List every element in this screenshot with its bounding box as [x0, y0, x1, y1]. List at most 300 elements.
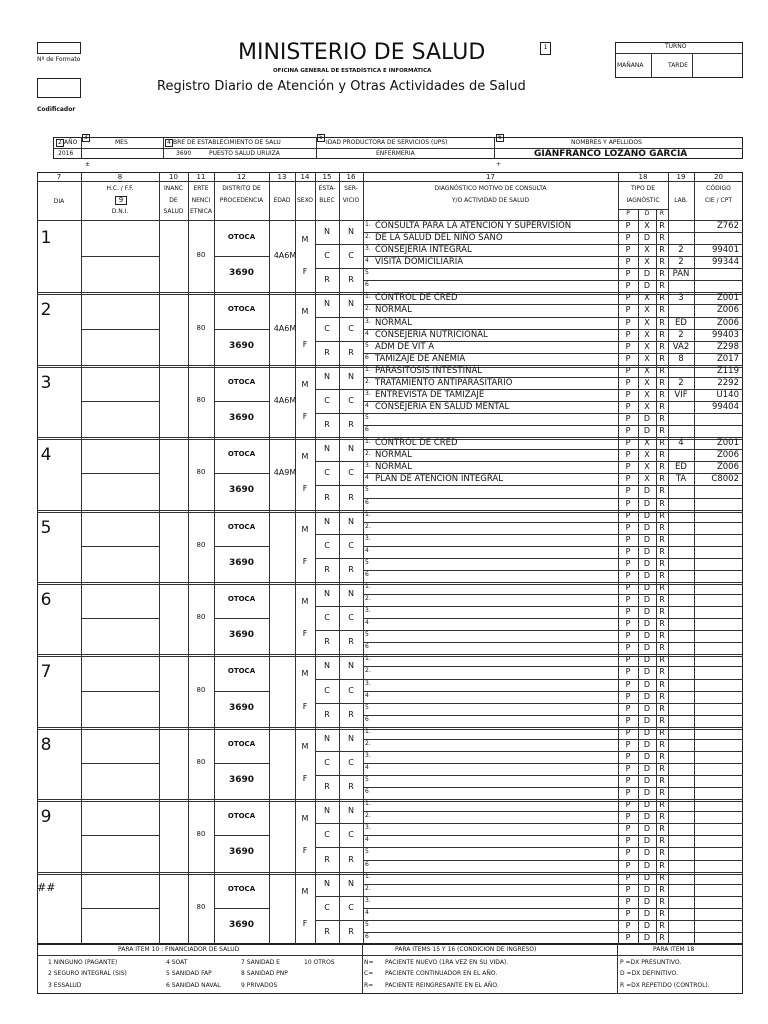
dx-type-p[interactable]: P [625, 245, 631, 255]
dx-text[interactable]: PARASITOSIS INTESTINAL [375, 365, 482, 376]
dx-text[interactable]: NORMAL [375, 450, 412, 461]
dx-type-p[interactable]: P [625, 872, 631, 882]
dx-text[interactable]: NORMAL [375, 317, 412, 328]
establecimiento-condicion[interactable]: R [324, 782, 330, 792]
servicio-condicion[interactable]: C [348, 540, 354, 550]
sexo-m[interactable]: M [301, 741, 309, 751]
edad-value[interactable]: 4A9M [273, 468, 297, 478]
establecimiento-condicion[interactable]: N [324, 589, 330, 599]
dx-text[interactable]: NORMAL [375, 462, 412, 473]
cie-code[interactable]: Z119 [716, 365, 739, 376]
servicio-condicion[interactable]: C [348, 396, 354, 405]
dx-type-p[interactable]: P [625, 389, 631, 399]
sexo-m[interactable]: M [301, 307, 309, 317]
dx-type-r[interactable]: R [659, 812, 665, 822]
cie-code[interactable]: Z006 [716, 305, 739, 316]
establecimiento-condicion[interactable]: N [324, 661, 330, 671]
establecimiento-condicion[interactable]: R [324, 492, 330, 502]
dx-type-p[interactable]: P [625, 776, 631, 786]
servicio-condicion[interactable]: C [348, 902, 354, 912]
dx-type-d[interactable]: D [643, 812, 651, 822]
establecimiento-condicion[interactable]: C [324, 540, 330, 550]
lab-value[interactable]: PAN [672, 269, 690, 280]
distrito-code[interactable]: 3690 [228, 702, 255, 713]
dx-type-p[interactable]: P [625, 824, 631, 834]
pertenencia-value[interactable]: 80 [196, 830, 206, 839]
dx-type-r[interactable]: R [659, 776, 665, 786]
dx-type-r[interactable]: R [659, 522, 665, 532]
servicio-condicion[interactable]: N [348, 733, 354, 743]
dx-type-p[interactable]: P [625, 570, 631, 580]
distrito-code[interactable]: 3690 [228, 919, 255, 930]
dx-type-d[interactable]: D [643, 764, 651, 773]
establecimiento-condicion[interactable]: C [324, 613, 330, 623]
dx-type-d[interactable]: X [644, 293, 650, 303]
pertenencia-value[interactable]: 80 [196, 396, 206, 404]
establecimiento-condicion[interactable]: C [324, 902, 330, 912]
lab-value[interactable]: 2 [678, 329, 684, 340]
dx-type-p[interactable]: P [625, 607, 631, 617]
dx-type-d[interactable]: D [643, 655, 651, 665]
dx-text[interactable]: ENTREVISTA DE TAMIZAJE [375, 389, 485, 400]
dx-type-d[interactable]: D [643, 727, 651, 737]
dx-type-d[interactable]: D [643, 715, 651, 725]
dx-type-p[interactable]: P [625, 655, 631, 665]
tarde-label[interactable]: TARDE [668, 62, 688, 69]
pertenencia-value[interactable]: 80 [196, 468, 206, 477]
dx-type-p[interactable]: P [625, 305, 631, 315]
dx-text[interactable]: CONSULTA PARA LA ATENCION Y SUPERVISION [375, 221, 572, 231]
dx-type-d[interactable]: D [643, 269, 651, 279]
codificador-box[interactable] [37, 78, 81, 98]
pertenencia-value[interactable]: 80 [196, 251, 206, 260]
dx-type-r[interactable]: R [659, 281, 665, 291]
sexo-f[interactable]: F [302, 774, 308, 783]
dx-type-d[interactable]: D [643, 679, 651, 689]
dx-type-r[interactable]: R [659, 655, 665, 665]
dx-type-d[interactable]: D [643, 607, 651, 617]
edad-value[interactable]: 4A6M [273, 251, 297, 261]
dx-type-d[interactable]: X [644, 317, 650, 327]
pertenencia-value[interactable]: 80 [196, 685, 206, 694]
establecimiento-condicion[interactable]: R [324, 564, 330, 574]
dx-type-r[interactable]: R [659, 824, 665, 834]
dx-type-d[interactable]: D [643, 848, 651, 858]
dx-type-d[interactable]: X [644, 221, 650, 230]
cie-code[interactable]: Z017 [716, 353, 739, 364]
dx-text[interactable]: DE LA SALUD DEL NIÑO SANO [375, 233, 503, 244]
dx-type-r[interactable]: R [659, 631, 665, 641]
dx-type-p[interactable]: P [625, 751, 631, 761]
servicio-condicion[interactable]: R [348, 854, 354, 864]
sexo-m[interactable]: M [301, 524, 309, 534]
sexo-m[interactable]: M [301, 379, 309, 389]
distrito-code[interactable]: 3690 [228, 557, 255, 568]
dx-type-r[interactable]: R [659, 751, 665, 761]
dx-type-d[interactable]: D [643, 498, 651, 508]
dx-type-r[interactable]: R [659, 486, 665, 496]
dx-type-r[interactable]: R [659, 836, 665, 846]
establecimiento-condicion[interactable]: R [324, 420, 330, 430]
dx-type-d[interactable]: D [643, 836, 651, 846]
dx-type-p[interactable]: P [625, 667, 631, 677]
establecimiento-condicion[interactable]: N [324, 299, 330, 309]
servicio-condicion[interactable]: N [348, 227, 354, 237]
dx-type-r[interactable]: R [659, 365, 665, 375]
dx-type-r[interactable]: R [659, 510, 665, 520]
dx-type-p[interactable]: P [625, 353, 631, 363]
dx-type-r[interactable]: R [659, 305, 665, 315]
dx-type-p[interactable]: P [625, 715, 631, 725]
dx-type-d[interactable]: X [644, 245, 650, 255]
servicio-condicion[interactable]: R [348, 926, 354, 936]
dx-type-d[interactable]: X [644, 305, 650, 315]
sexo-f[interactable]: F [302, 918, 308, 928]
dx-type-d[interactable]: D [643, 534, 651, 544]
dx-type-d[interactable]: X [644, 389, 650, 399]
lab-value[interactable]: TA [675, 474, 687, 485]
servicio-condicion[interactable]: C [348, 613, 354, 623]
establecimiento-condicion[interactable]: C [324, 758, 330, 767]
servicio-condicion[interactable]: C [348, 323, 354, 333]
dx-type-d[interactable]: D [643, 691, 651, 701]
dx-type-d[interactable]: D [643, 558, 651, 568]
dx-type-p[interactable]: P [625, 595, 631, 605]
dx-type-p[interactable]: P [625, 631, 631, 641]
pertenencia-value[interactable]: 80 [196, 540, 206, 549]
dx-type-r[interactable]: R [659, 872, 665, 882]
distrito-code[interactable]: 3690 [228, 268, 255, 279]
dx-type-d[interactable]: D [643, 751, 651, 761]
dx-type-d[interactable]: D [643, 233, 651, 243]
dx-type-r[interactable]: R [659, 414, 665, 424]
servicio-condicion[interactable]: N [348, 371, 354, 381]
dx-type-p[interactable]: P [625, 317, 631, 327]
dx-text[interactable]: CONTROL DE CRED [375, 293, 458, 304]
servicio-condicion[interactable]: R [348, 347, 354, 357]
servicio-condicion[interactable]: C [348, 830, 354, 840]
dx-type-r[interactable]: R [659, 558, 665, 568]
dx-type-r[interactable]: R [659, 257, 665, 267]
dx-type-r[interactable]: R [659, 498, 665, 508]
distrito-name[interactable]: OTOCA [227, 522, 256, 531]
establecimiento-condicion[interactable]: R [324, 854, 330, 864]
dx-type-p[interactable]: P [625, 510, 631, 520]
dx-type-r[interactable]: R [659, 619, 665, 629]
establecimiento-condicion[interactable]: N [324, 371, 330, 381]
distrito-code[interactable]: 3690 [228, 340, 255, 351]
dx-type-p[interactable]: P [625, 703, 631, 713]
dx-type-d[interactable]: D [643, 414, 651, 424]
dx-type-d[interactable]: D [643, 643, 651, 653]
dx-text[interactable]: TRATAMIENTO ANTIPARASITARIO [375, 377, 513, 388]
dx-type-p[interactable]: P [625, 643, 631, 653]
dx-type-r[interactable]: R [659, 341, 665, 351]
dx-type-r[interactable]: R [659, 788, 665, 798]
lab-value[interactable]: 8 [678, 353, 684, 364]
lab-value[interactable]: VA2 [672, 341, 690, 352]
cie-code[interactable]: 2292 [717, 377, 739, 388]
cie-code[interactable]: 99344 [711, 257, 739, 268]
dx-type-d[interactable]: D [643, 619, 651, 629]
dx-type-r[interactable]: R [659, 764, 665, 773]
distrito-name[interactable]: OTOCA [227, 233, 256, 241]
dx-type-d[interactable]: D [643, 486, 651, 496]
dx-type-d[interactable]: D [643, 667, 651, 677]
cie-code[interactable]: Z006 [716, 450, 739, 461]
dx-type-r[interactable]: R [659, 896, 665, 906]
ano-value[interactable]: 2016 [58, 150, 74, 157]
dx-type-d[interactable]: X [644, 450, 650, 460]
distrito-name[interactable]: OTOCA [227, 305, 256, 314]
dx-type-p[interactable]: P [625, 848, 631, 858]
dx-type-p[interactable]: P [625, 546, 631, 556]
establecimiento-condicion[interactable]: N [324, 444, 330, 454]
lab-value[interactable]: 2 [678, 377, 684, 388]
dx-text[interactable]: ADM DE VIT A [375, 341, 435, 352]
dx-type-r[interactable]: R [659, 884, 665, 894]
dx-type-p[interactable]: P [625, 269, 631, 279]
dx-type-p[interactable]: P [625, 450, 631, 460]
dx-type-r[interactable]: R [659, 715, 665, 725]
distrito-name[interactable]: OTOCA [227, 377, 256, 386]
dx-type-p[interactable]: P [625, 426, 631, 436]
lab-value[interactable]: 2 [678, 245, 684, 256]
servicio-condicion[interactable]: R [348, 564, 354, 574]
dx-type-r[interactable]: R [659, 474, 665, 484]
dx-type-p[interactable]: P [625, 812, 631, 822]
dx-type-p[interactable]: P [625, 329, 631, 339]
servicio-condicion[interactable]: N [348, 589, 354, 599]
dx-type-d[interactable]: D [643, 510, 651, 520]
dx-type-r[interactable]: R [659, 353, 665, 363]
distrito-name[interactable]: OTOCA [227, 450, 256, 459]
dx-type-r[interactable]: R [659, 546, 665, 556]
cie-code[interactable]: Z006 [716, 462, 739, 473]
dx-type-d[interactable]: D [643, 824, 651, 834]
dx-type-r[interactable]: R [659, 848, 665, 858]
sexo-f[interactable]: F [302, 412, 308, 421]
dx-type-p[interactable]: P [625, 679, 631, 689]
dx-type-p[interactable]: P [625, 341, 631, 351]
cie-code[interactable]: Z298 [716, 341, 739, 352]
dx-type-r[interactable]: R [659, 595, 665, 605]
pertenencia-value[interactable]: 80 [196, 323, 206, 332]
sexo-m[interactable]: M [301, 669, 309, 679]
dx-type-d[interactable]: D [643, 908, 651, 918]
dx-type-p[interactable]: P [625, 727, 631, 737]
distrito-name[interactable]: OTOCA [227, 667, 256, 676]
servicio-condicion[interactable]: R [348, 637, 354, 647]
dx-type-r[interactable]: R [659, 679, 665, 689]
distrito-name[interactable]: OTOCA [227, 739, 256, 748]
dx-type-r[interactable]: R [659, 920, 665, 930]
dx-type-r[interactable]: R [659, 667, 665, 677]
dx-type-d[interactable]: D [643, 281, 651, 291]
dx-type-d[interactable]: D [643, 546, 651, 556]
dx-type-p[interactable]: P [625, 522, 631, 532]
dx-type-r[interactable]: R [659, 233, 665, 243]
dx-type-p[interactable]: P [625, 739, 631, 749]
dx-type-r[interactable]: R [659, 245, 665, 255]
dx-type-d[interactable]: D [643, 788, 651, 798]
servicio-condicion[interactable]: N [348, 299, 354, 309]
establecimiento-condicion[interactable]: R [324, 709, 330, 719]
servicio-condicion[interactable]: C [348, 758, 354, 767]
distrito-name[interactable]: OTOCA [227, 595, 256, 603]
dx-type-p[interactable]: P [625, 221, 631, 230]
dx-type-r[interactable]: R [659, 389, 665, 399]
distrito-code[interactable]: 3690 [228, 630, 255, 641]
cie-code[interactable]: Z001 [716, 438, 739, 449]
dx-type-r[interactable]: R [659, 221, 665, 230]
distrito-code[interactable]: 3690 [228, 413, 255, 423]
estab-name[interactable]: PUESTO SALUD URUIZA [209, 150, 280, 157]
sexo-m[interactable]: M [301, 452, 309, 462]
sexo-m[interactable]: M [301, 886, 309, 896]
cie-code[interactable]: Z001 [716, 293, 739, 304]
dx-type-p[interactable]: P [625, 788, 631, 798]
dx-text[interactable]: VISITA DOMICILIARIA [375, 257, 464, 268]
cie-code[interactable]: Z762 [716, 221, 739, 231]
establecimiento-condicion[interactable]: C [324, 396, 330, 405]
dx-type-d[interactable]: X [644, 353, 650, 363]
nombres-value[interactable]: GIANFRANCO LOZANO GARCIA [534, 149, 688, 159]
dx-type-d[interactable]: D [643, 860, 651, 870]
servicio-condicion[interactable]: N [348, 661, 354, 671]
dx-type-d[interactable]: X [644, 438, 650, 448]
dx-type-r[interactable]: R [659, 269, 665, 279]
dx-type-d[interactable]: D [643, 522, 651, 532]
establecimiento-condicion[interactable]: R [324, 275, 330, 285]
sexo-m[interactable]: M [301, 235, 309, 244]
pertenencia-value[interactable]: 80 [196, 902, 206, 911]
servicio-condicion[interactable]: R [348, 275, 354, 285]
dx-type-p[interactable]: P [625, 402, 631, 411]
dx-type-r[interactable]: R [659, 583, 665, 592]
distrito-name[interactable]: OTOCA [227, 812, 256, 821]
servicio-condicion[interactable]: R [348, 420, 354, 430]
dx-type-r[interactable]: R [659, 377, 665, 387]
dx-type-d[interactable]: D [643, 703, 651, 713]
dx-type-d[interactable]: D [643, 800, 651, 810]
dx-type-d[interactable]: D [643, 872, 651, 882]
dx-type-p[interactable]: P [625, 293, 631, 303]
establecimiento-condicion[interactable]: N [324, 227, 330, 237]
dx-type-d[interactable]: X [644, 377, 650, 387]
dx-text[interactable]: CONSEJERIA NUTRICIONAL [375, 329, 488, 340]
pertenencia-value[interactable]: 80 [196, 613, 206, 622]
establecimiento-condicion[interactable]: R [324, 347, 330, 357]
dx-type-r[interactable]: R [659, 534, 665, 544]
dx-type-r[interactable]: R [659, 607, 665, 617]
dx-type-r[interactable]: R [659, 317, 665, 327]
dx-type-p[interactable]: P [625, 462, 631, 472]
dx-text[interactable]: PLAN DE ATENCION INTEGRAL [375, 474, 503, 485]
dx-type-p[interactable]: P [625, 474, 631, 484]
cie-code[interactable]: C8002 [711, 474, 739, 485]
establecimiento-condicion[interactable]: C [324, 830, 330, 840]
dx-type-p[interactable]: P [625, 257, 631, 267]
dx-type-d[interactable]: D [643, 739, 651, 749]
dx-type-r[interactable]: R [659, 329, 665, 339]
distrito-code[interactable]: 3690 [228, 847, 255, 858]
dx-type-p[interactable]: P [625, 281, 631, 291]
dx-type-r[interactable]: R [659, 932, 665, 942]
servicio-condicion[interactable]: N [348, 444, 354, 454]
dx-type-p[interactable]: P [625, 377, 631, 387]
dx-type-p[interactable]: P [625, 498, 631, 508]
dx-type-r[interactable]: R [659, 800, 665, 810]
servicio-condicion[interactable]: N [348, 806, 354, 816]
dx-type-p[interactable]: P [625, 908, 631, 918]
servicio-condicion[interactable]: C [348, 468, 354, 478]
servicio-condicion[interactable]: R [348, 782, 354, 792]
establecimiento-condicion[interactable]: C [324, 685, 330, 695]
establecimiento-condicion[interactable]: R [324, 926, 330, 936]
dx-type-d[interactable]: X [644, 257, 650, 267]
dx-type-p[interactable]: P [625, 691, 631, 701]
dx-type-r[interactable]: R [659, 438, 665, 448]
dx-type-p[interactable]: P [625, 860, 631, 870]
dx-type-p[interactable]: P [625, 414, 631, 424]
pertenencia-value[interactable]: 80 [196, 758, 206, 766]
dx-type-p[interactable]: P [625, 486, 631, 496]
servicio-condicion[interactable]: N [348, 516, 354, 526]
dx-text[interactable]: CONSEJERIA INTEGRAL [375, 245, 472, 256]
establecimiento-condicion[interactable]: N [324, 878, 330, 888]
dx-type-d[interactable]: D [643, 570, 651, 580]
servicio-condicion[interactable]: R [348, 492, 354, 502]
dx-type-r[interactable]: R [659, 570, 665, 580]
dx-type-p[interactable]: P [625, 619, 631, 629]
dx-type-p[interactable]: P [625, 836, 631, 846]
dx-type-d[interactable]: D [643, 426, 651, 436]
cie-code[interactable]: 99403 [711, 329, 739, 340]
dx-type-d[interactable]: D [643, 595, 651, 605]
distrito-code[interactable]: 3690 [228, 775, 255, 785]
dx-type-d[interactable]: D [643, 631, 651, 641]
dx-type-d[interactable]: D [643, 884, 651, 894]
dx-type-d[interactable]: D [643, 776, 651, 786]
dx-type-r[interactable]: R [659, 293, 665, 303]
cie-code[interactable]: Z006 [716, 317, 739, 328]
dx-type-r[interactable]: R [659, 727, 665, 737]
establecimiento-condicion[interactable]: N [324, 733, 330, 743]
dx-text[interactable]: TAMIZAJE DE ANEMIA [375, 353, 466, 364]
dx-type-p[interactable]: P [625, 932, 631, 942]
establecimiento-condicion[interactable]: R [324, 637, 330, 647]
lab-value[interactable]: ED [675, 462, 687, 473]
servicio-condicion[interactable]: R [348, 709, 354, 719]
dx-type-r[interactable]: R [659, 860, 665, 870]
dx-type-p[interactable]: P [625, 233, 631, 243]
dx-type-r[interactable]: R [659, 450, 665, 460]
manana-label[interactable]: MAÑANA [617, 62, 644, 69]
formato-box[interactable] [37, 42, 81, 54]
dx-type-r[interactable]: R [659, 402, 665, 411]
dx-type-p[interactable]: P [625, 764, 631, 773]
dx-text[interactable]: CONSEJERIA EN SALUD MENTAL [375, 402, 510, 412]
dx-type-d[interactable]: D [643, 583, 651, 592]
lab-value[interactable]: 4 [678, 438, 684, 449]
cie-code[interactable]: U140 [716, 389, 739, 400]
sexo-f[interactable]: F [302, 339, 308, 349]
distrito-code[interactable]: 3690 [228, 485, 255, 496]
dx-text[interactable]: NORMAL [375, 305, 412, 316]
dx-type-r[interactable]: R [659, 691, 665, 701]
cie-code[interactable]: 99404 [711, 402, 739, 412]
